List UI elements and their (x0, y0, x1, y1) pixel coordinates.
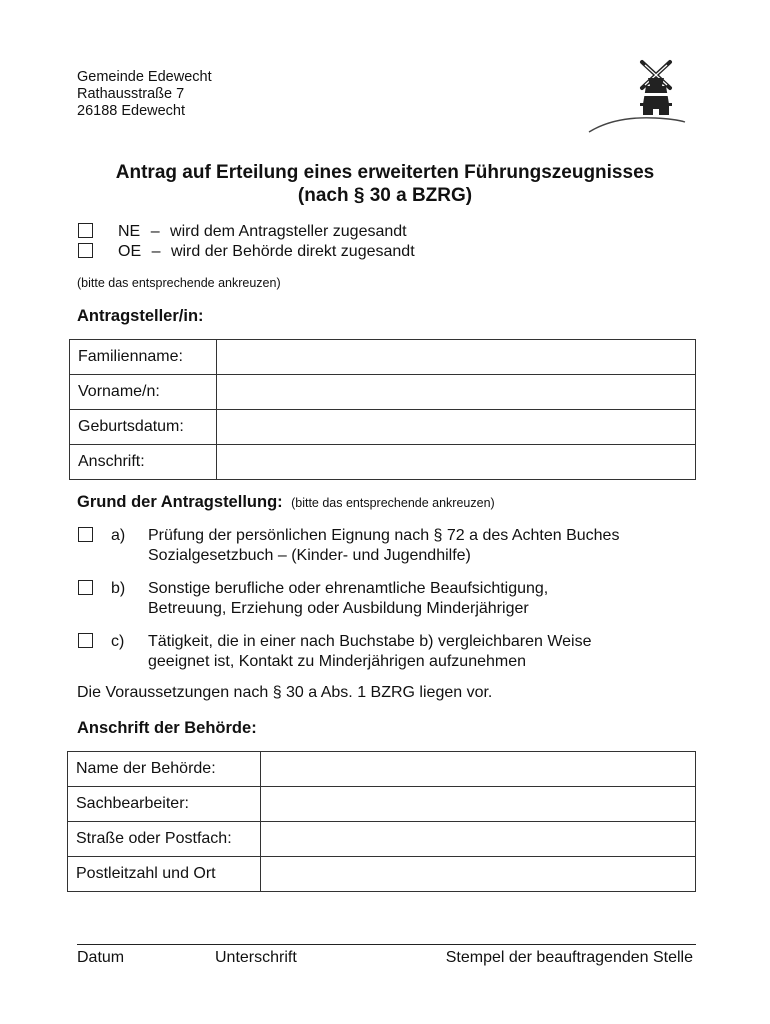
table-row (70, 340, 696, 375)
address-line-street: Rathausstraße 7 (77, 86, 185, 102)
windmill-icon (585, 58, 690, 136)
checkbox-reason-c[interactable] (78, 633, 93, 648)
reason-c-line2: geeignet ist, Kontakt zu Minderjährigen aufzunehmen (148, 652, 527, 670)
reason-b-letter: b) (111, 580, 126, 597)
table-row (68, 822, 696, 857)
date-label: Datum (77, 949, 125, 966)
form-title: Antrag auf Erteilung eines erweiterten Führungszeugnisses (115, 162, 655, 183)
table-row (70, 375, 696, 410)
applicant-table (69, 339, 696, 480)
label-plz-ort: Postleitzahl und Ort (68, 857, 261, 892)
reason-b-text (148, 579, 548, 618)
reason-heading-row (77, 493, 495, 512)
vorname-field[interactable] (217, 375, 696, 410)
familienname-field[interactable] (217, 340, 696, 375)
table-row (68, 787, 696, 822)
reason-a-text (148, 526, 619, 565)
signature-label: Unterschrift (215, 949, 297, 966)
option-ne: NE – wird dem Antragsteller zugesandt (118, 223, 407, 240)
checkbox-oe[interactable] (78, 243, 93, 258)
requirements-statement: Die Voraussetzungen nach § 30 a Abs. 1 BZRG liegen vor. (77, 684, 493, 701)
table-row (70, 445, 696, 480)
label-geburtsdatum: Geburtsdatum: (70, 410, 217, 445)
authority-table (67, 751, 696, 892)
plz-ort-field[interactable] (261, 857, 696, 892)
option-oe-text: wird der Behörde direkt zugesandt (170, 243, 415, 260)
option-oe-code: OE (118, 243, 142, 260)
reason-c-letter: c) (111, 633, 125, 650)
label-behoerde-name: Name der Behörde: (68, 752, 261, 787)
reason-a-letter: a) (111, 527, 126, 544)
checkbox-reason-a[interactable] (78, 527, 93, 542)
applicant-heading: Antragsteller/in: (77, 307, 204, 325)
strasse-field[interactable] (261, 822, 696, 857)
label-anschrift: Anschrift: (70, 445, 217, 480)
checkbox-ne[interactable] (78, 223, 93, 238)
option-oe: OE – wird der Behörde direkt zugesandt (118, 243, 415, 260)
label-strasse: Straße oder Postfach: (68, 822, 261, 857)
checkbox-reason-b[interactable] (78, 580, 93, 595)
reason-hint: (bitte das entsprechende ankreuzen) (291, 496, 495, 510)
stamp-label: Stempel der beauftragenden Stelle (445, 949, 693, 966)
label-familienname: Familienname: (70, 340, 217, 375)
table-row (68, 752, 696, 787)
table-row (68, 857, 696, 892)
address-line-name: Gemeinde Edewecht (77, 69, 212, 85)
geburtsdatum-field[interactable] (217, 410, 696, 445)
reason-b-line1: Sonstige berufliche oder ehrenamtliche Beaufsichtigung, (148, 580, 549, 597)
municipality-address (77, 69, 212, 120)
option-ne-text: wird dem Antragsteller zugesandt (170, 223, 407, 240)
anschrift-field[interactable] (217, 445, 696, 480)
reason-c-line1: Tätigkeit, die in einer nach Buchstabe b) vergleichbaren Weise (148, 633, 592, 650)
authority-heading: Anschrift der Behörde: (77, 719, 257, 737)
label-vorname: Vorname/n: (70, 375, 217, 410)
table-row (70, 410, 696, 445)
reason-a-line1: Prüfung der persönlichen Eignung nach § 72 a des Achten Buches (148, 527, 620, 544)
sachbearbeiter-field[interactable] (261, 787, 696, 822)
reason-c-text (148, 632, 592, 671)
reason-a-line2: Sozialgesetzbuch – (Kinder- und Jugendhilfe) (148, 546, 471, 564)
option-ne-code: NE (118, 223, 141, 240)
reason-b-line2: Betreuung, Erziehung oder Ausbildung Minderjähriger (148, 599, 529, 617)
reason-heading: Grund der Antragstellung: (77, 493, 283, 511)
signature-line[interactable] (77, 944, 696, 945)
label-sachbearbeiter: Sachbearbeiter: (68, 787, 261, 822)
address-line-city: 26188 Edewecht (77, 103, 186, 119)
delivery-hint: (bitte das entsprechende ankreuzen) (77, 276, 281, 290)
behoerde-name-field[interactable] (261, 752, 696, 787)
form-subtitle: (nach § 30 a BZRG) (297, 185, 473, 206)
